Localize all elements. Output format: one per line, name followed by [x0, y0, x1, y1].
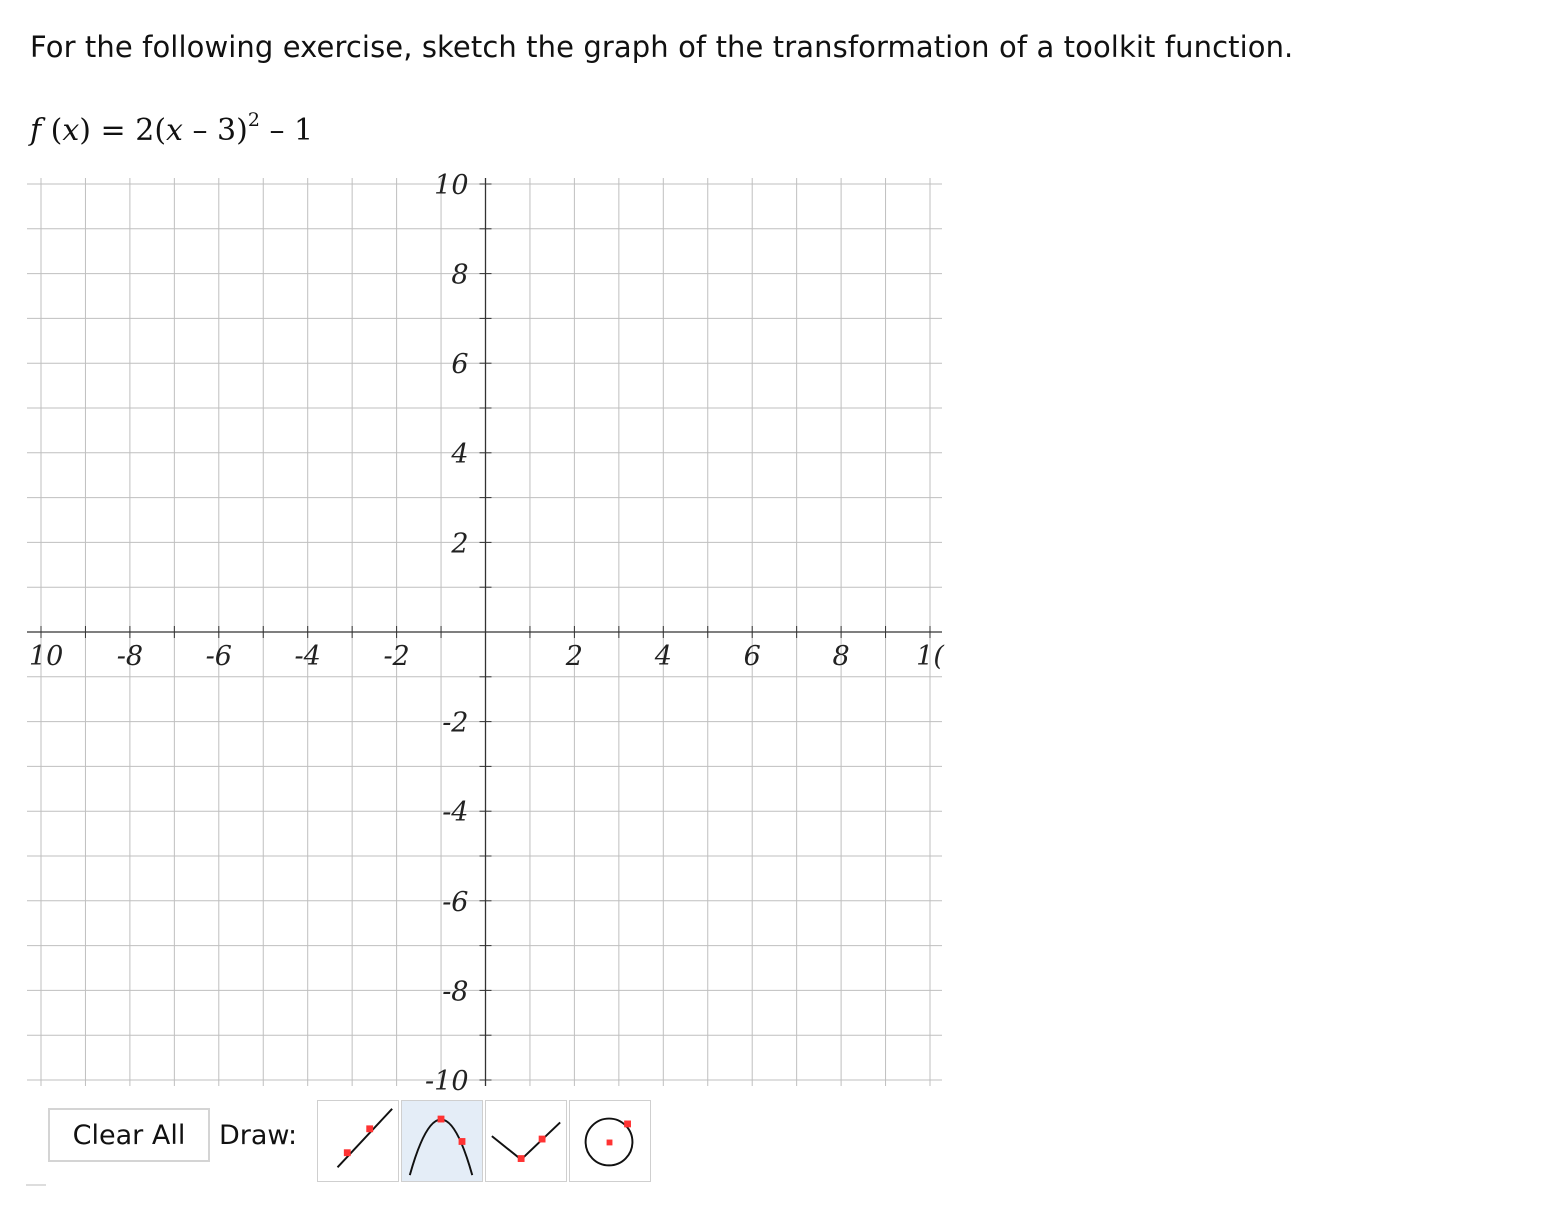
clear-all-button[interactable]: Clear All [48, 1108, 210, 1162]
y-tick-label: -2 [442, 707, 469, 739]
formula-outer-const: 1 [294, 113, 314, 148]
circle-tool-icon [570, 1101, 650, 1181]
y-tick-label: -4 [442, 797, 469, 829]
function-formula: f (x) = 2(x – 3)$^2$ – 1 [30, 109, 314, 148]
formula-coefficient: 2 [135, 113, 155, 148]
x-tick-label: -6 [205, 641, 232, 672]
formula-inner-minus: – [192, 113, 208, 148]
formula-exponent: 2 [247, 109, 260, 131]
graph-canvas[interactable] [0, 160, 960, 1100]
y-tick-label: 10 [434, 170, 469, 201]
y-tick-label: -10 [425, 1066, 469, 1097]
y-tick-label: 6 [451, 349, 469, 381]
formula-outer-minus: – [269, 113, 285, 148]
x-tick-label: 1( [916, 641, 944, 672]
x-tick-label: -4 [294, 641, 321, 672]
y-tick-label: -6 [442, 886, 469, 918]
y-tick-label: 8 [451, 259, 469, 291]
y-tick-label: -8 [442, 976, 469, 1008]
parabola-tool-button[interactable] [401, 1100, 483, 1182]
line-tool-icon [318, 1101, 398, 1181]
absolute-value-tool-icon [486, 1101, 566, 1181]
parabola-tool-icon [402, 1101, 482, 1181]
formula-inner-var: x [166, 113, 183, 148]
divider [26, 1184, 46, 1186]
x-tick-label: 10 [29, 641, 64, 672]
x-tick-label: 6 [743, 641, 761, 672]
question-prompt: For the following exercise, sketch the graph of the transformation of a toolkit function. [30, 30, 1294, 64]
circle-tool-button[interactable] [569, 1100, 651, 1182]
formula-var: x [62, 113, 80, 148]
y-tick-label: 4 [451, 438, 469, 470]
absolute-value-tool-button[interactable] [485, 1100, 567, 1182]
formula-func: f [30, 113, 42, 148]
y-tick-label: 2 [451, 528, 469, 560]
draw-label: Draw: [219, 1120, 298, 1151]
x-tick-label: -8 [116, 641, 144, 672]
x-tick-label: 4 [654, 641, 672, 672]
x-tick-label: -2 [383, 641, 410, 672]
formula-equals: = [100, 113, 126, 148]
x-tick-label: 8 [832, 641, 850, 672]
formula-inner-const: 3 [217, 113, 237, 148]
x-tick-label: 2 [565, 641, 583, 672]
line-tool-button[interactable] [317, 1100, 399, 1182]
